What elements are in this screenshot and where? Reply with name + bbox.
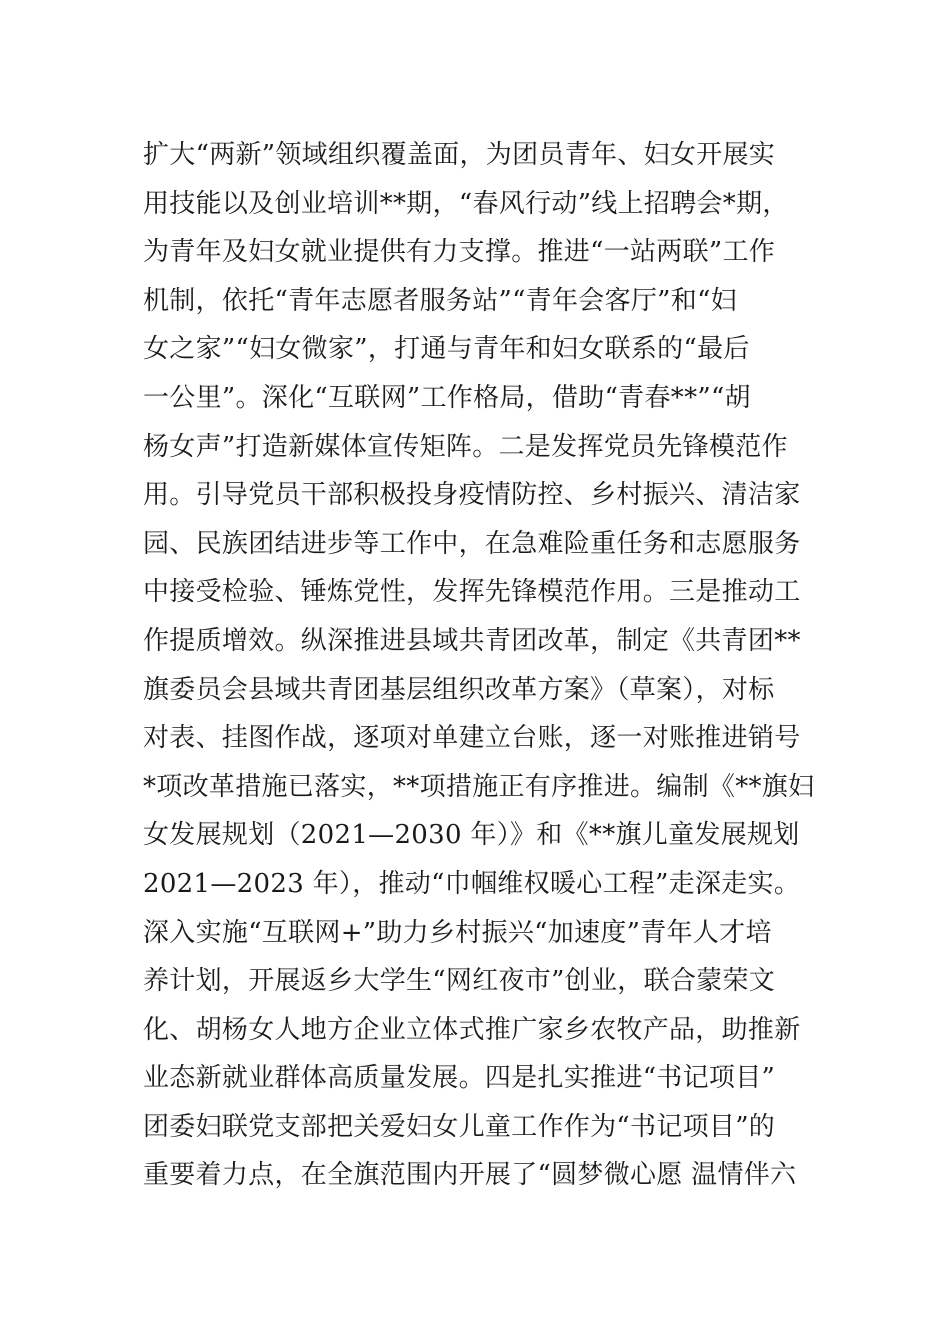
text-line: 深入实施“互联网+”助力乡村振兴“加速度”青年人才培 bbox=[143, 917, 772, 948]
text-line: 机制，依托“青年志愿者服务站”“青年会客厅”和“妇 bbox=[143, 285, 737, 316]
text-line: 园、民族团结进步等工作中，在急难险重任务和志愿服务 bbox=[143, 528, 801, 559]
text-line: 对表、挂图作战，逐项对单建立台账，逐一对账推进销号 bbox=[143, 723, 801, 754]
text-line: 业态新就业群体高质量发展。四是扎实推进“书记项目” bbox=[143, 1063, 776, 1094]
text-line: 2021—2023 年），推动“巾帼维权暖心工程”走深走实。 bbox=[143, 868, 801, 899]
text-line: 重要着力点，在全旗范围内开展了“圆梦微心愿 温情伴六 bbox=[143, 1160, 797, 1191]
text-line: 养计划，开展返乡大学生“网红夜市”创业，联合蒙荣文 bbox=[143, 966, 776, 997]
text-line: 扩大“两新”领域组织覆盖面，为团员青年、妇女开展实 bbox=[143, 140, 776, 170]
text-line: 女发展规划（2021—2030 年）》和《**旗儿童发展规划 bbox=[143, 820, 800, 851]
text-line: 作提质增效。纵深推进县域共青团改革，制定《共青团** bbox=[143, 625, 801, 656]
text-line: 旗委员会县域共青团基层组织改革方案》（草案），对标 bbox=[143, 674, 775, 705]
text-line: 中接受检验、锤炼党性，发挥先锋模范作用。三是推动工 bbox=[143, 577, 801, 608]
text-line: 用技能以及创业培训**期，“春风行动”线上招聘会*期， bbox=[143, 188, 789, 219]
text-line: 杨女声”打造新媒体宣传矩阵。二是发挥党员先锋模范作 bbox=[143, 431, 788, 462]
text-line: 女之家”“妇女微家”，打通与青年和妇女联系的“最后 bbox=[143, 334, 750, 365]
text-line: 化、胡杨女人地方企业立体式推广家乡农牧产品，助推新 bbox=[143, 1014, 801, 1045]
text-line: *项改革措施已落实，**项措施正有序推进。编制《**旗妇 bbox=[143, 771, 815, 802]
body-text bbox=[143, 131, 863, 1200]
text-line: 为青年及妇女就业提供有力支撑。推进“一站两联”工作 bbox=[143, 237, 776, 268]
text-line: 一公里”。深化“互联网”工作格局，借助“青春**”“胡 bbox=[143, 382, 751, 413]
text-line: 团委妇联党支部把关爱妇女儿童工作作为“书记项目”的 bbox=[143, 1111, 776, 1142]
text-line: 用。引导党员干部积极投身疫情防控、乡村振兴、清洁家 bbox=[143, 480, 801, 511]
